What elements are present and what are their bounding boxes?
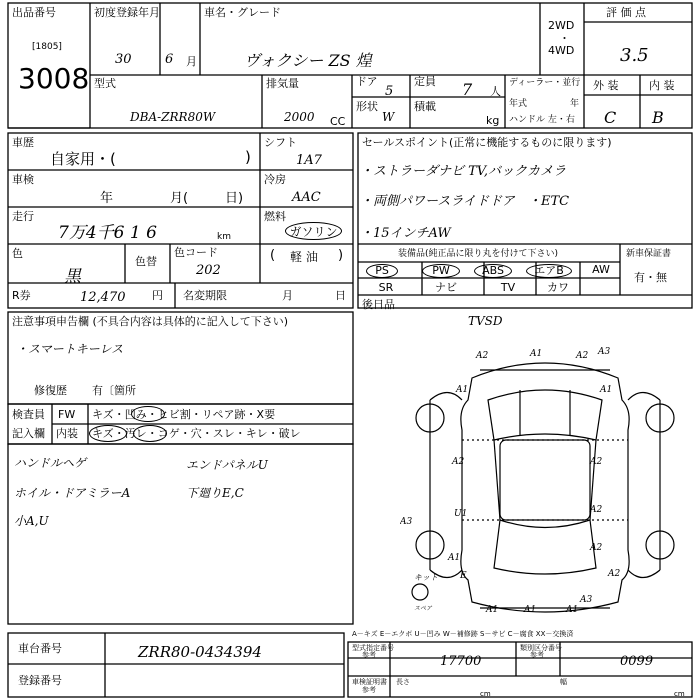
ref-label-2: 参考 xyxy=(362,651,376,659)
model-year-label: 年式 xyxy=(509,99,528,109)
mark-a1-rear-bumper-right: A1 xyxy=(566,605,579,615)
mark-a1-rear: A1 xyxy=(486,605,499,615)
inspection-year: 年 xyxy=(100,191,114,206)
mark-a2-door-right: A2 xyxy=(590,457,603,467)
fw-circle-dent xyxy=(131,406,165,422)
mark-a1-fender-left: A1 xyxy=(456,385,469,395)
int-circle-stain xyxy=(133,425,167,442)
equip-navi: ナビ xyxy=(435,281,457,294)
mark-e-rear-left: E xyxy=(460,571,467,581)
equipment-label: 装備品(純正品に限り丸を付けて下さい) xyxy=(398,249,559,259)
selling-point-4: ・15インチAW xyxy=(360,226,451,241)
inspection-label: 車検 xyxy=(12,173,34,186)
lot-number: 3008 xyxy=(18,62,90,95)
first-reg-month: 6 xyxy=(165,52,174,67)
aircon-value: AAC xyxy=(292,190,321,205)
drive-sep: ・ xyxy=(559,32,570,45)
fw-items: キズ・凹み・ヒビ割・リペア跡・X要 xyxy=(92,408,276,421)
history-label: 車歴 xyxy=(12,136,34,149)
interior-insp-items: キズ・汚レ・コゲ・穴・スレ・キレ・破レ xyxy=(92,427,301,440)
mark-a3-front-right: A3 xyxy=(598,347,611,357)
color-label: 色 xyxy=(12,247,23,260)
fuel-label: 燃料 xyxy=(264,210,286,223)
mark-a1-rear-bumper-left: A1 xyxy=(524,605,537,615)
mark-a2-rear-door-right: A2 xyxy=(590,505,603,515)
door-label: ドア xyxy=(356,75,378,88)
mark-a3-rear-right: A3 xyxy=(580,595,593,605)
fuel-gasoline: ガソリン xyxy=(285,222,342,240)
name-change-label: 名変期限 xyxy=(183,289,227,302)
insp-note-left-2: ホイル・ドアミラーA xyxy=(14,486,131,500)
repair-value: 有〔箇所 xyxy=(92,384,136,397)
color-value: 黒 xyxy=(64,267,81,287)
mileage-unit: km xyxy=(217,232,231,242)
handle-label: ハンドル 左・右 xyxy=(509,115,575,125)
selling-points-label: セールスポイント(正常に機能するものに限ります) xyxy=(362,136,612,149)
insp-note-left-1: ハンドルヘゲ xyxy=(14,456,87,470)
aftermarket-label: 後日品 xyxy=(362,298,395,311)
shift-value: 1A7 xyxy=(296,153,322,168)
fuel-paren-close: ) xyxy=(338,248,344,263)
insp-note-right-2: 下廻りE,C xyxy=(186,486,244,500)
first-reg-month-unit: 月 xyxy=(186,55,197,68)
capacity-unit: 人 xyxy=(490,85,501,98)
name-change-day: 日 xyxy=(335,289,346,302)
recycle-unit: 円 xyxy=(152,289,163,302)
name-change-month: 月 xyxy=(282,289,293,302)
aftermarket-value: TVSD xyxy=(468,314,503,328)
mark-a2-quarter-right: A2 xyxy=(590,543,603,553)
interior-value: B xyxy=(652,108,664,127)
color-code-value: 202 xyxy=(196,263,221,278)
mark-a2-front-right: A2 xyxy=(576,351,589,361)
damage-legend: A－キズ E－エクボ U－凹み W－補修跡 S－サビ C－腐食 XX－交換済 xyxy=(352,630,574,638)
interior-insp-label: 内装 xyxy=(56,427,78,440)
selling-point-3: ・ETC xyxy=(528,194,570,209)
score-label: 評 価 点 xyxy=(606,6,646,19)
spare-kit-label: キット xyxy=(414,573,438,582)
door-value: 5 xyxy=(385,84,394,99)
spare-label: スペア xyxy=(414,605,433,612)
recycle-label: R券 xyxy=(12,289,31,302)
chassis-label: 車台番号 xyxy=(18,642,62,655)
shape-label: 形状 xyxy=(356,100,378,113)
equip-pw: PW xyxy=(422,264,460,278)
warranty-label: 新車保証書 xyxy=(626,249,672,259)
selling-point-2: ・両側パワースライドドア xyxy=(360,194,515,209)
insp-note-left-3: 小A,U xyxy=(14,514,49,528)
fuel-diesel: 軽 油 xyxy=(290,250,318,264)
mark-a1-fender-right: A1 xyxy=(600,385,613,395)
fuel-paren-open: ( xyxy=(270,248,276,263)
equip-ps: PS xyxy=(366,264,398,278)
ref-value-1: 17700 xyxy=(440,654,482,669)
exterior-label: 外 装 xyxy=(593,79,619,92)
equip-airbag: エアB xyxy=(526,264,572,278)
ref-label-5: 車検証明書 xyxy=(352,678,387,686)
inspection-month: 月( xyxy=(170,191,189,206)
mileage-value: 7万4千6 1 6 xyxy=(58,223,157,243)
ref-cm-2: cm xyxy=(674,690,685,698)
mark-u1-rear-door-left: U1 xyxy=(454,509,468,519)
drive-4wd: 4WD xyxy=(548,44,575,57)
color-change-label: 色替 xyxy=(135,255,157,268)
mark-a1-front: A1 xyxy=(530,349,543,359)
selling-point-1: ・ストラーダナビ TV,バックカメラ xyxy=(360,164,567,179)
equip-tv: TV xyxy=(500,281,516,294)
mileage-label: 走行 xyxy=(12,210,34,223)
int-circle-scratch xyxy=(89,425,127,442)
history-value: 自家用・( xyxy=(50,150,116,168)
inspector-label-1: 検査員 xyxy=(12,408,45,421)
model-year-unit: 年 xyxy=(570,99,580,109)
capacity-value: 7 xyxy=(462,80,473,99)
aircon-label: 冷房 xyxy=(264,173,286,186)
mark-a1-rear-left: A1 xyxy=(448,553,461,563)
mark-a2-rear-right: A2 xyxy=(608,569,621,579)
ref-width-label: 幅 xyxy=(560,678,567,686)
ref-label-1: 型式指定番号 xyxy=(352,644,394,652)
lot-label: 出品番号 xyxy=(12,6,56,19)
first-reg-label: 初度登録年月 xyxy=(94,6,160,19)
score-value: 3.5 xyxy=(620,45,649,66)
ref-value-2: 0099 xyxy=(620,654,654,669)
lot-code: [1805] xyxy=(32,42,62,52)
equip-aw: AW xyxy=(592,263,610,276)
recycle-value: 12,470 xyxy=(80,290,126,305)
displacement-value: 2000 xyxy=(284,110,315,124)
car-damage-diagram xyxy=(400,340,690,630)
ref-label-3: 類別区分番号 xyxy=(520,644,562,652)
shift-label: シフト xyxy=(264,136,297,149)
ref-label-6: 参考 xyxy=(362,686,376,694)
fw-label: FW xyxy=(58,408,76,421)
inspector-label-2: 記入欄 xyxy=(12,427,45,440)
equip-leather: カワ xyxy=(547,281,569,294)
ref-label-4: 参考 xyxy=(530,651,544,659)
equip-sr: SR xyxy=(378,281,394,294)
shape-value: W xyxy=(382,110,395,124)
car-name-value: ヴォクシー ZS 煌 xyxy=(244,51,372,70)
first-reg-year: 30 xyxy=(115,52,132,67)
warranty-value: 有・無 xyxy=(634,271,667,284)
history-close: ) xyxy=(245,148,251,166)
model-label: 型式 xyxy=(94,77,116,90)
car-name-label: 車名・グレード xyxy=(204,6,281,19)
mark-a2-front-left: A2 xyxy=(476,351,489,361)
model-value: DBA-ZRR80W xyxy=(130,110,216,124)
chassis-value: ZRR80-0434394 xyxy=(138,643,262,661)
load-label: 積載 xyxy=(414,100,436,113)
notes-label: 注意事項申告欄 (不具合内容は具体的に記入して下さい) xyxy=(12,315,289,328)
displacement-unit: CC xyxy=(330,115,346,128)
ref-cm-1: cm xyxy=(480,690,491,698)
mark-a3-quarter-left: A3 xyxy=(400,517,413,527)
ref-len-label: 長さ xyxy=(396,678,410,686)
capacity-label: 定員 xyxy=(414,75,436,88)
notes-item: ・スマートキーレス xyxy=(16,342,124,356)
color-code-label: 色コード xyxy=(174,246,218,259)
inspection-day: 日) xyxy=(225,191,244,206)
drive-2wd: 2WD xyxy=(548,19,575,32)
mark-a2-door-left: A2 xyxy=(452,457,465,467)
equip-abs: ABS xyxy=(474,264,512,278)
registration-label: 登録番号 xyxy=(18,674,62,687)
load-unit: kg xyxy=(486,114,500,127)
exterior-value: C xyxy=(604,108,617,127)
repair-label: 修復歴 xyxy=(34,384,67,397)
displacement-label: 排気量 xyxy=(266,77,299,90)
interior-label: 内 装 xyxy=(649,79,675,92)
dealer-label: ディーラー・並行 xyxy=(509,78,581,88)
insp-note-right-1: エンドパネルU xyxy=(186,458,268,472)
